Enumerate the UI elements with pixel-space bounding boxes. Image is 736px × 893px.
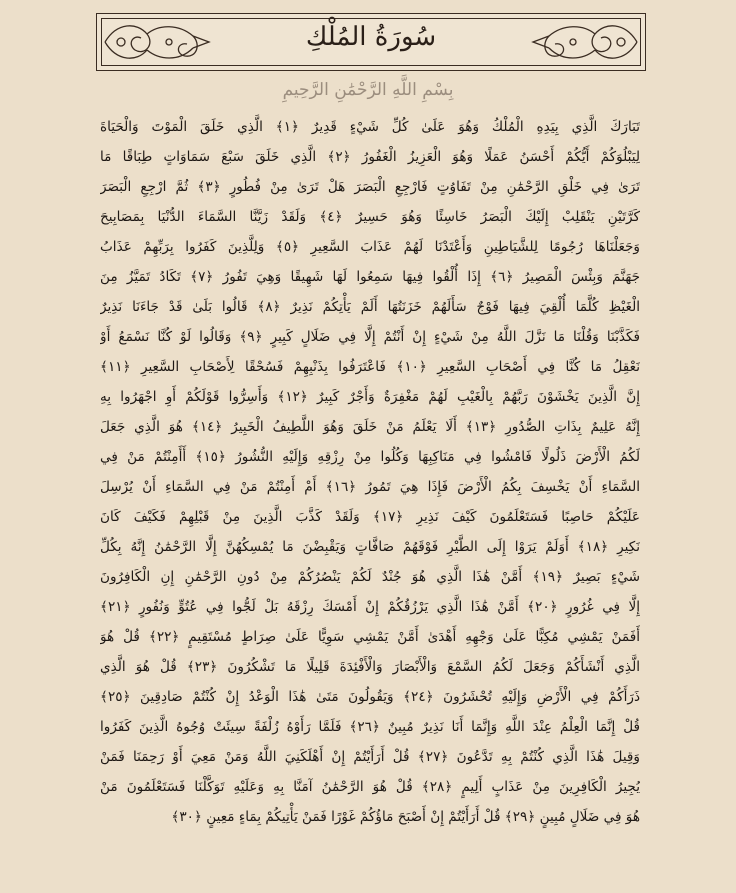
text-line: نَعْقِلُ مَا كُنَّا فِي أَصْحَابِ السَّعِيرِ ﴿١٠﴾ فَاعْتَرَفُوا بِذَنْبِهِمْ فَسُحْقًا لِأَصْحَابِ السَّعِيرِ ﴿١١﴾ (100, 359, 640, 375)
text-line: لَكُمُ الْأَرْضَ ذَلُولًا فَامْشُوا فِي مَنَاكِبِهَا وَكُلُوا مِنْ رِزْقِهِ وَإِلَيْهِ النُّشُورُ ﴿١٥﴾ أَأَمِنْتُمْ مَنْ فِي (100, 449, 640, 465)
text-line: وَجَعَلْنَاهَا رُجُومًا لِلشَّيَاطِينِ وَأَعْتَدْنَا لَهُمْ عَذَابَ السَّعِيرِ ﴿٥﴾ وَلِلَّذِينَ كَفَرُوا بِرَبِّهِمْ عَذَابُ (100, 239, 640, 255)
text-line: لِيَبْلُوَكُمْ أَيُّكُمْ أَحْسَنُ عَمَلًا وَهُوَ الْعَزِيزُ الْغَفُورُ ﴿٢﴾ الَّذِي خَلَقَ سَبْعَ سَمَاوَاتٍ طِبَاقًا مَا (100, 149, 640, 165)
text-line: إِلَّا فِي غُرُورٍ ﴿٢٠﴾ أَمَّنْ هَٰذَا الَّذِي يَرْزُقُكُمْ إِنْ أَمْسَكَ رِزْقَهُ بَلْ لَجُّوا فِي عُتُوٍّ وَنُفُورٍ ﴿٢١﴾ (100, 599, 640, 615)
left-ornament-icon (97, 14, 217, 70)
text-line: ذَرَأَكُمْ فِي الْأَرْضِ وَإِلَيْهِ تُحْشَرُونَ ﴿٢٤﴾ وَيَقُولُونَ مَتَىٰ هَٰذَا الْوَعْدُ إِنْ كُنْتُمْ صَادِقِينَ ﴿٢٥﴾ (100, 689, 640, 705)
text-line: السَّمَاءِ أَنْ يَخْسِفَ بِكُمُ الْأَرْضَ فَإِذَا هِيَ تَمُورُ ﴿١٦﴾ أَمْ أَمِنْتُمْ مَنْ فِي السَّمَاءِ أَنْ يُرْسِلَ (100, 479, 640, 495)
text-line: شَيْءٍ بَصِيرٌ ﴿١٩﴾ أَمَّنْ هَٰذَا الَّذِي هُوَ جُنْدٌ لَكُمْ يَنْصُرُكُمْ مِنْ دُونِ الرَّحْمَٰنِ إِنِ الْكَافِرُونَ (100, 569, 640, 585)
text-line: الْغَيْظِ كُلَّمَا أُلْقِيَ فِيهَا فَوْجٌ سَأَلَهُمْ خَزَنَتُهَا أَلَمْ يَأْتِكُمْ نَذِيرٌ ﴿٨﴾ قَالُوا بَلَىٰ قَدْ جَاءَنَا نَذِيرٌ (100, 299, 640, 315)
basmala: بِسْمِ اللَّهِ الرَّحْمَٰنِ الرَّحِيمِ (282, 80, 454, 100)
text-line: إِنَّ الَّذِينَ يَخْشَوْنَ رَبَّهُمْ بِالْغَيْبِ لَهُمْ مَغْفِرَةٌ وَأَجْرٌ كَبِيرٌ ﴿١٢﴾ وَأَسِرُّوا قَوْلَكُمْ أَوِ اجْهَرُوا بِهِ (100, 389, 640, 405)
text-line: وَقِيلَ هَٰذَا الَّذِي كُنْتُمْ بِهِ تَدَّعُونَ ﴿٢٧﴾ قُلْ أَرَأَيْتُمْ إِنْ أَهْلَكَنِيَ اللَّهُ وَمَنْ مَعِيَ أَوْ رَحِمَنَا فَمَنْ (100, 749, 640, 765)
text-line: كَرَّتَيْنِ يَنْقَلِبْ إِلَيْكَ الْبَصَرُ خَاسِئًا وَهُوَ حَسِيرٌ ﴿٤﴾ وَلَقَدْ زَيَّنَّا السَّمَاءَ الدُّنْيَا بِمَصَابِيحَ (100, 209, 640, 225)
quran-text-body (100, 112, 640, 832)
text-line: عَلَيْكُمْ حَاصِبًا فَسَتَعْلَمُونَ كَيْفَ نَذِيرِ ﴿١٧﴾ وَلَقَدْ كَذَّبَ الَّذِينَ مِنْ قَبْلِهِمْ فَكَيْفَ كَانَ (100, 509, 640, 525)
text-line: تَرَىٰ فِي خَلْقِ الرَّحْمَٰنِ مِنْ تَفَاوُتٍ فَارْجِعِ الْبَصَرَ هَلْ تَرَىٰ مِنْ فُطُورٍ ﴿٣﴾ ثُمَّ ارْجِعِ الْبَصَرَ (100, 179, 640, 195)
text-line: هُوَ فِي ضَلَالٍ مُبِينٍ ﴿٢٩﴾ قُلْ أَرَأَيْتُمْ إِنْ أَصْبَحَ مَاؤُكُمْ غَوْرًا فَمَنْ يَأْتِيكُمْ بِمَاءٍ مَعِينٍ ﴿٣٠﴾ (171, 809, 640, 825)
surah-title: سُورَةُ المُلْكِ (305, 22, 437, 52)
text-line: تَبَارَكَ الَّذِي بِيَدِهِ الْمُلْكُ وَهُوَ عَلَىٰ كُلِّ شَيْءٍ قَدِيرٌ ﴿١﴾ الَّذِي خَلَقَ الْمَوْتَ وَالْحَيَاةَ (100, 119, 640, 135)
text-line: إِنَّهُ عَلِيمٌ بِذَاتِ الصُّدُورِ ﴿١٣﴾ أَلَا يَعْلَمُ مَنْ خَلَقَ وَهُوَ اللَّطِيفُ الْخَبِيرُ ﴿١٤﴾ هُوَ الَّذِي جَعَلَ (100, 419, 640, 435)
text-line: الَّذِي أَنْشَأَكُمْ وَجَعَلَ لَكُمُ السَّمْعَ وَالْأَبْصَارَ وَالْأَفْئِدَةَ قَلِيلًا مَا تَشْكُرُونَ ﴿٢٣﴾ قُلْ هُوَ الَّذِي (100, 659, 640, 675)
text-line: قُلْ إِنَّمَا الْعِلْمُ عِنْدَ اللَّهِ وَإِنَّمَا أَنَا نَذِيرٌ مُبِينٌ ﴿٢٦﴾ فَلَمَّا رَأَوْهُ زُلْفَةً سِيئَتْ وُجُوهُ الَّذِينَ كَفَرُوا (100, 719, 640, 735)
text-line: يُجِيرُ الْكَافِرِينَ مِنْ عَذَابٍ أَلِيمٍ ﴿٢٨﴾ قُلْ هُوَ الرَّحْمَٰنُ آمَنَّا بِهِ وَعَلَيْهِ تَوَكَّلْنَا فَسَتَعْلَمُونَ مَنْ (100, 779, 640, 795)
text-line: فَكَذَّبْنَا وَقُلْنَا مَا نَزَّلَ اللَّهُ مِنْ شَيْءٍ إِنْ أَنْتُمْ إِلَّا فِي ضَلَالٍ كَبِيرٍ ﴿٩﴾ وَقَالُوا لَوْ كُنَّا نَسْمَعُ أَوْ (100, 329, 640, 345)
right-ornament-icon (525, 14, 645, 70)
text-line: نَكِيرِ ﴿١٨﴾ أَوَلَمْ يَرَوْا إِلَى الطَّيْرِ فَوْقَهُمْ صَافَّاتٍ وَيَقْبِضْنَ مَا يُمْسِكُهُنَّ إِلَّا الرَّحْمَٰنُ إِنَّهُ بِكُلِّ (100, 539, 640, 555)
text-line: أَفَمَنْ يَمْشِي مُكِبًّا عَلَىٰ وَجْهِهِ أَهْدَىٰ أَمَّنْ يَمْشِي سَوِيًّا عَلَىٰ صِرَاطٍ مُسْتَقِيمٍ ﴿٢٢﴾ قُلْ هُوَ (100, 629, 640, 645)
text-line: جَهَنَّمَ وَبِئْسَ الْمَصِيرُ ﴿٦﴾ إِذَا أُلْقُوا فِيهَا سَمِعُوا لَهَا شَهِيقًا وَهِيَ تَفُورُ ﴿٧﴾ تَكَادُ تَمَيَّزُ مِنَ (100, 269, 640, 285)
surah-header-frame (96, 13, 646, 71)
